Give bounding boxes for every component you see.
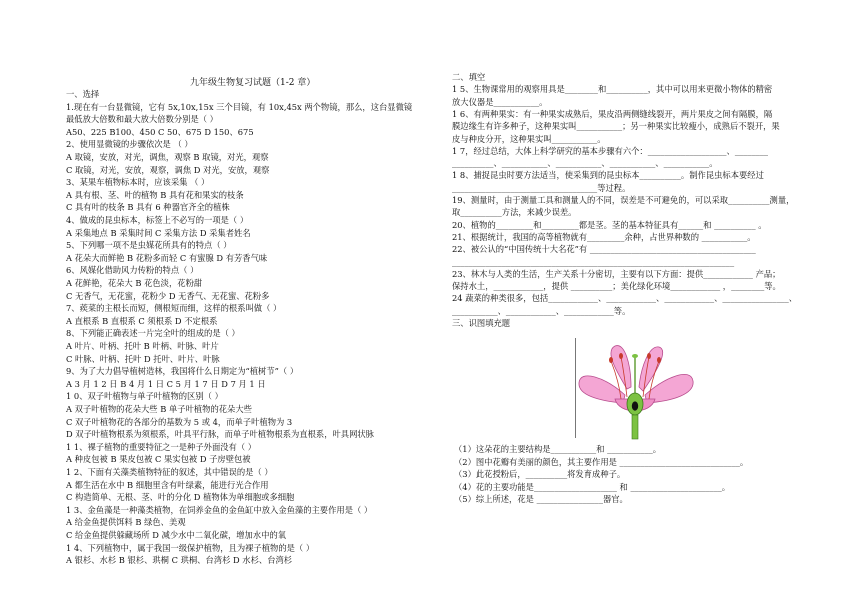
fill-line: ___________、____________、____________等。 xyxy=(452,305,631,316)
question-line: 1 4、下列植物中，属于我国一级保护植物，且为裸子植物的是（ ） xyxy=(66,542,315,553)
fill-line: 1 5、生物课常用的观察用具是________和__________，其中可以用来更微小物体的精密 xyxy=(452,84,773,95)
question-line: 1 0、双子叶植物与单子叶植物的区别（ ） xyxy=(66,391,223,402)
question-line: A 3 月 1 2 日 B 4 月 1 日 C 5 月 1 7 日 D 7 月 1 日 xyxy=(66,378,266,389)
question-line: 6、风媒化借助风力传粉的特点（ ） xyxy=(66,265,199,276)
question-line: C 叶脉、叶柄、托叶 D 托叶、叶片、叶脉 xyxy=(66,353,220,364)
figure-question-line: （1）这朵花的主要结构是___________和 ___________。 xyxy=(454,444,662,454)
figure-question-line: （2）图中花瓣有美丽的颜色，其主要作用是 _____________________________。 xyxy=(454,456,749,467)
question-line: C 构造简单、无根、茎、叶的分化 D 植物体为单细胞或多细胞 xyxy=(66,492,295,503)
question-line: A50、225 B100、450 C 50、675 D 150、675 xyxy=(66,126,254,137)
question-line: 7、蒺菜的主根长而短，侧根短而细，这样的根系叫做（ ） xyxy=(66,303,282,314)
question-line: C 双子叶植物花的各部分的基数为 5 或 4，而单子叶植物为 3 xyxy=(66,416,293,427)
fill-line: 放大仪器是___________。 xyxy=(452,96,548,107)
question-line: C 无香气，无花蜜，花粉少 D 无香气、无花蜜、花粉多 xyxy=(66,290,270,301)
question-line: 一、选择 xyxy=(66,89,100,99)
figure-question-line: （4）花的主要功能是____________________ 和 ______________________。 xyxy=(454,481,731,492)
ovule xyxy=(632,401,638,410)
question-line: C 取镜，对光，安放，观察，调焦 D 对光，安放，观察 xyxy=(66,164,270,175)
page-title: 九年级生物复习试题（1-2 章） xyxy=(190,78,316,88)
question-line: 1.现在有一台显微镜，它有 5x,10x,15x 三个目镜，有 10x,45x 两个物镜，那么，这台显微镜 xyxy=(66,101,413,112)
question-line: 1 3、金鱼藻是一种藻类植物，在饲养金鱼的金鱼缸中放入金鱼藻的主要作用是（ ） xyxy=(66,504,373,515)
fill-line: 23、林木与人类的生活，生产关系十分密切，主要有以下方面：提供____________ 产品； xyxy=(452,268,781,279)
fill-line: ____________________________________________________________________ xyxy=(452,256,735,267)
question-line: C 具有叶的枝条 B 具有 6 种器官齐全的植株 xyxy=(66,202,230,213)
question-line: 最低放大倍数和最大放大倍数分别是（ ） xyxy=(66,114,218,125)
stigma xyxy=(632,354,638,358)
question-line: A 叶片、叶柄、托叶 B 叶柄、叶脉、叶片 xyxy=(66,341,219,351)
petal-upper-left xyxy=(611,346,631,389)
fill-line: 膜边缘生有许多种子，这种果实叫___________；另一种果实比较瘦小，成熟后不裂开，果 xyxy=(452,121,780,132)
stem xyxy=(632,415,638,439)
question-line: 2、使用显微镜的步骤依次是 （ ） xyxy=(66,139,193,150)
question-line: A 采集地点 B 采集时间 C 采集方法 D 采集者姓名 xyxy=(66,227,251,238)
question-line: C 给金鱼提供躲藏场所 D 减少水中二氧化碳，增加水中的氧 xyxy=(66,530,287,540)
question-line: 5、下列哪一项不是虫媒花所具有的特点（ ） xyxy=(66,240,232,251)
fill-line: __________、___________、___________、___________、___________。 xyxy=(452,158,718,169)
question-line: A 银杉、水杉 B 银杉、珙桐 C 珙桐、台湾杉 D 水杉、台湾杉 xyxy=(66,555,293,566)
question-line: 8、下列能正确表述一片完全叶的组成的是（ ） xyxy=(66,328,240,339)
fill-line: 皮与种皮分开，这种果实叫___________。 xyxy=(452,133,606,144)
question-line: A 花鲜艳，花朵大 B 花色淡，花粉甜 xyxy=(66,278,203,288)
fill-line: 1 6、有两种果实：有一种果实成熟后，果皮沿两侧缝线裂开，两片果皮之间有隔膜，隔 xyxy=(452,108,773,119)
fill-line: 二、填空 xyxy=(452,72,486,82)
fill-line: 24 蔬菜的种类很多，包括____________、____________、____________、________________、 xyxy=(452,293,798,304)
question-line: A 具有根、茎、叶的植物 B 具有花和果实的枝条 xyxy=(66,189,244,200)
fill-line: 1 8、捕捉昆虫时要方法适当，使采集到的昆虫标本__________。制作昆虫标本要经过 xyxy=(452,170,764,181)
question-line: A 花朵大而鲜艳 B 花粉多而轻 C 有蜜腺 D 有芳香气味 xyxy=(66,252,268,263)
fill-line: 20、植物的_________和_________都是茎。茎的基本特征具有______和 __________ 。 xyxy=(452,219,767,230)
question-line: A 种皮包被 B 果皮包被 C 果实包被 D 子房壁包被 xyxy=(66,454,251,465)
question-line: 1 2、下面有关藻类植物特征的叙述，其中错误的是（ ） xyxy=(66,467,273,477)
question-line: 9、为了大力倡导植树造林，我国将什么日期定为“植树节”（ ） xyxy=(66,366,299,377)
fill-line: 1 7，经过总结，大体上科学研究的基本步骤有六个：___________________、________ xyxy=(452,145,769,156)
fill-line: 21、根据统计，我国的高等植物就有_________余种，占世界种数的 ___________。 xyxy=(452,231,756,242)
fill-line: 取__________方法，来减少误差。 xyxy=(452,207,577,218)
fill-line: 22、被公认的“中国传统十大名花”有 ________________________________________ xyxy=(452,244,756,255)
fill-line: ___________________________________等过程。 xyxy=(452,182,631,193)
fill-line: 保持水土，____________，提供 __________；美化绿化环境____________ ，________等。 xyxy=(452,281,781,292)
question-line: 1 1、裸子植物的重要特征之一是种子外面没有（ ） xyxy=(66,441,257,452)
question-line: A 都生活在水中 B 细胞里含有叶绿素，能进行光合作用 xyxy=(66,479,269,490)
figure-question-line: （3）此花授粉后，__________将发育成种子。 xyxy=(454,469,626,480)
question-line: A 取镜，安放，对光，调焦，观察 B 取镜，对光，观察 xyxy=(66,152,269,162)
question-line: A 直根系 B 直根系 C 须根系 D 不定根系 xyxy=(66,315,218,326)
question-line: A 双子叶植物的花朵大些 B 单子叶植物的花朵大些 xyxy=(66,404,252,414)
question-line: 4、做成的昆虫标本，标签上不必写的一项是（ ） xyxy=(66,215,249,225)
figure-question-line: （5）综上所述，花是 ________________器官。 xyxy=(454,494,628,505)
flower-diagram xyxy=(575,337,697,441)
question-line: D 双子叶植物根系为须根系，叶具平行脉，而单子叶植物根系为直根系，叶具网状脉 xyxy=(66,429,374,440)
fill-line: 19、测量时，由于测量工具和测量人的不同，误差是不可避免的，可以采取__________测量， xyxy=(452,195,795,205)
fill-line: 三、识图填充题 xyxy=(452,318,511,328)
question-line: A 给金鱼提供饵料 B 绿色、美观 xyxy=(66,517,186,528)
question-line: 3、某果车植物标本时，应该采集 （ ） xyxy=(66,177,210,188)
